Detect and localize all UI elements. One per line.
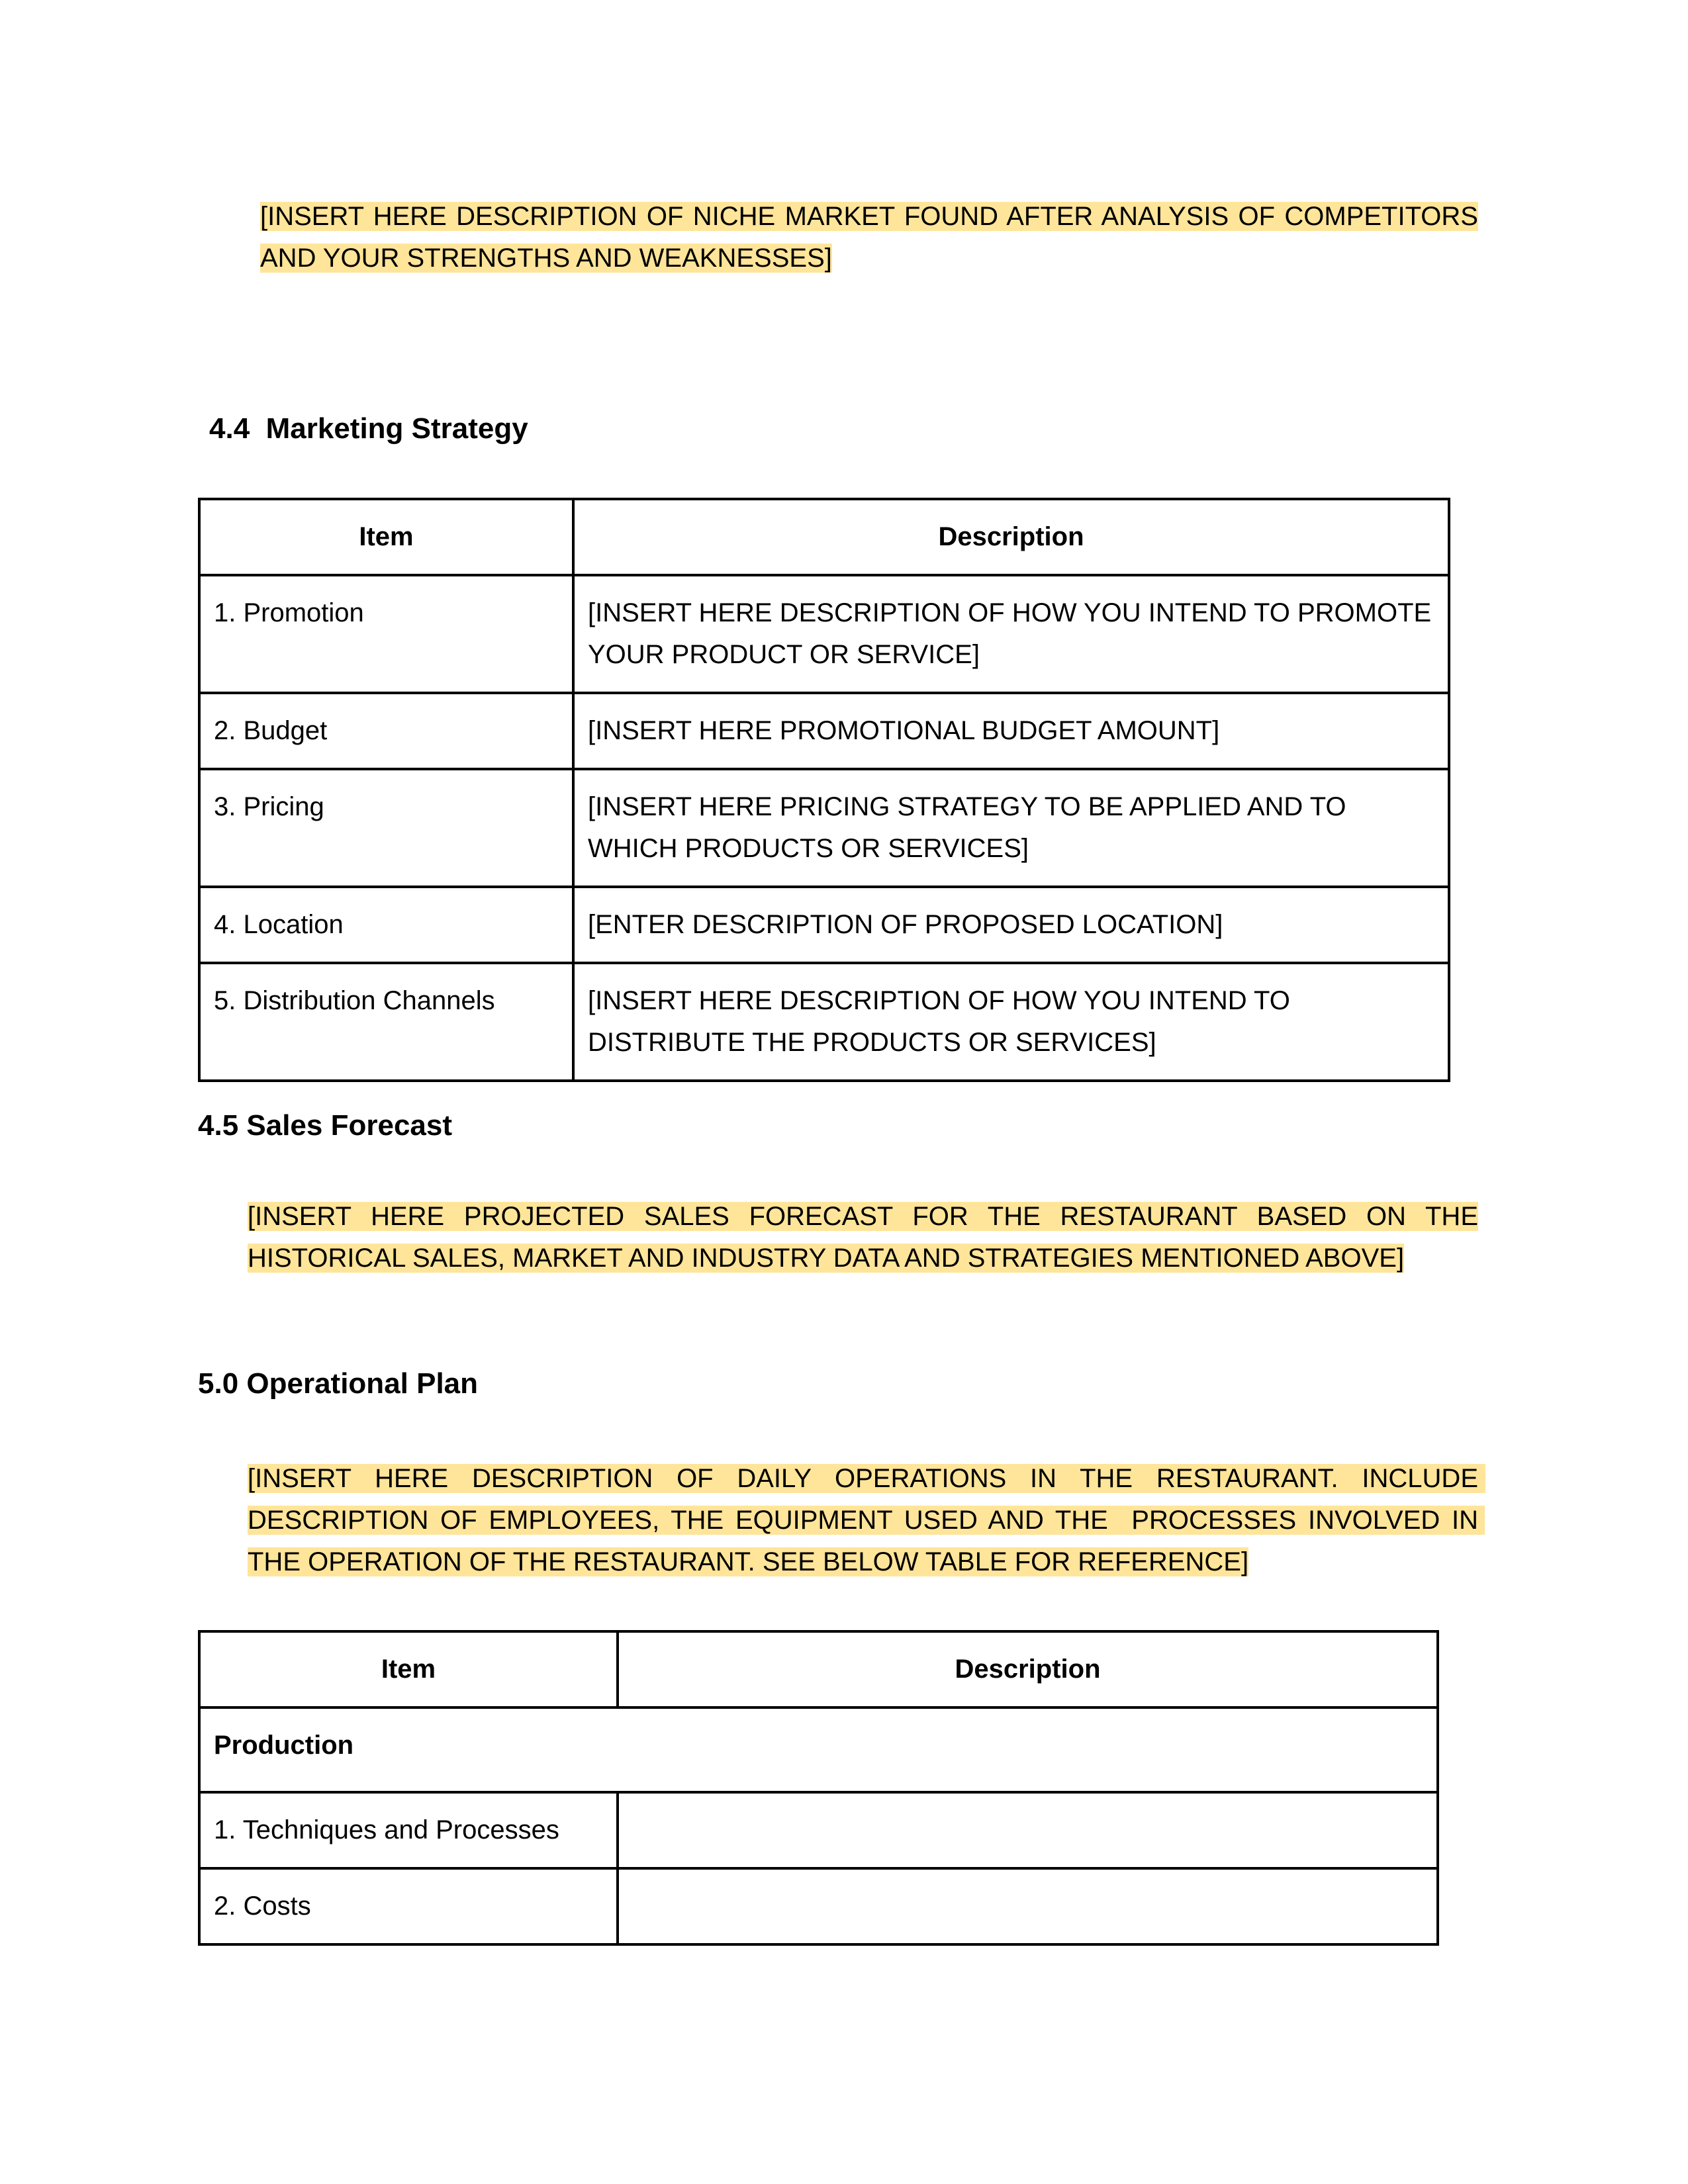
row-item: 5. Distribution Channels <box>199 963 573 1081</box>
table-row <box>199 575 1449 693</box>
row-item: 1. Promotion <box>199 575 573 693</box>
operational-plan-paragraph <box>248 1458 1486 1583</box>
row-description: [INSERT HERE PROMOTIONAL BUDGET AMOUNT] <box>573 693 1449 769</box>
table-header-row <box>199 499 1449 575</box>
marketing-strategy-heading: 4.4 Marketing Strategy <box>209 412 528 445</box>
marketing-strategy-table <box>198 498 1450 1082</box>
sales-forecast-text: [INSERT HERE PROJECTED SALES FORECAST FOR THE RESTAURANT BASED ON THE HISTORICAL SALES, MARKET AND INDUSTRY DATA AND STRATEGIES MENTIONED ABOVE] <box>248 1202 1478 1273</box>
niche-market-paragraph <box>260 196 1478 279</box>
table-row <box>199 887 1449 963</box>
sales-forecast-paragraph <box>248 1196 1478 1279</box>
operational-plan-table <box>198 1630 1439 1946</box>
column-header-item: Item <box>199 1631 618 1707</box>
row-description <box>618 1792 1438 1868</box>
table-row <box>199 769 1449 887</box>
niche-market-text: [INSERT HERE DESCRIPTION OF NICHE MARKET FOUND AFTER ANALYSIS OF COMPETITORS AND YOUR STRENGTHS AND WEAKNESSES] <box>260 202 1478 273</box>
table-row <box>199 1792 1438 1868</box>
column-header-description: Description <box>618 1631 1438 1707</box>
sales-forecast-heading: 4.5 Sales Forecast <box>198 1109 453 1142</box>
row-item: 4. Location <box>199 887 573 963</box>
row-description: [INSERT HERE PRICING STRATEGY TO BE APPLIED AND TO WHICH PRODUCTS OR SERVICES] <box>573 769 1449 887</box>
table-row <box>199 693 1449 769</box>
row-description: [INSERT HERE DESCRIPTION OF HOW YOU INTEND TO PROMOTE YOUR PRODUCT OR SERVICE] <box>573 575 1449 693</box>
row-item: 1. Techniques and Processes <box>199 1792 618 1868</box>
row-item: 3. Pricing <box>199 769 573 887</box>
section-label-production: Production <box>199 1707 1438 1792</box>
table-row <box>199 963 1449 1081</box>
table-row <box>199 1868 1438 1944</box>
table-section-row <box>199 1707 1438 1792</box>
row-item: 2. Budget <box>199 693 573 769</box>
row-description <box>618 1868 1438 1944</box>
operational-plan-heading: 5.0 Operational Plan <box>198 1367 479 1400</box>
row-item: 2. Costs <box>199 1868 618 1944</box>
row-description: [ENTER DESCRIPTION OF PROPOSED LOCATION] <box>573 887 1449 963</box>
operational-plan-text: [INSERT HERE DESCRIPTION OF DAILY OPERATIONS IN THE RESTAURANT. INCLUDE DESCRIPTION OF EMPLOYEES, THE EQUIPMENT USED AND THE PROCESSES INVOLVED IN THE OPERATION OF THE RESTAURANT. SEE BELOW TABLE FOR REFERENCE] <box>248 1464 1486 1576</box>
column-header-item: Item <box>199 499 573 575</box>
table-header-row <box>199 1631 1438 1707</box>
row-description: [INSERT HERE DESCRIPTION OF HOW YOU INTEND TO DISTRIBUTE THE PRODUCTS OR SERVICES] <box>573 963 1449 1081</box>
column-header-description: Description <box>573 499 1449 575</box>
